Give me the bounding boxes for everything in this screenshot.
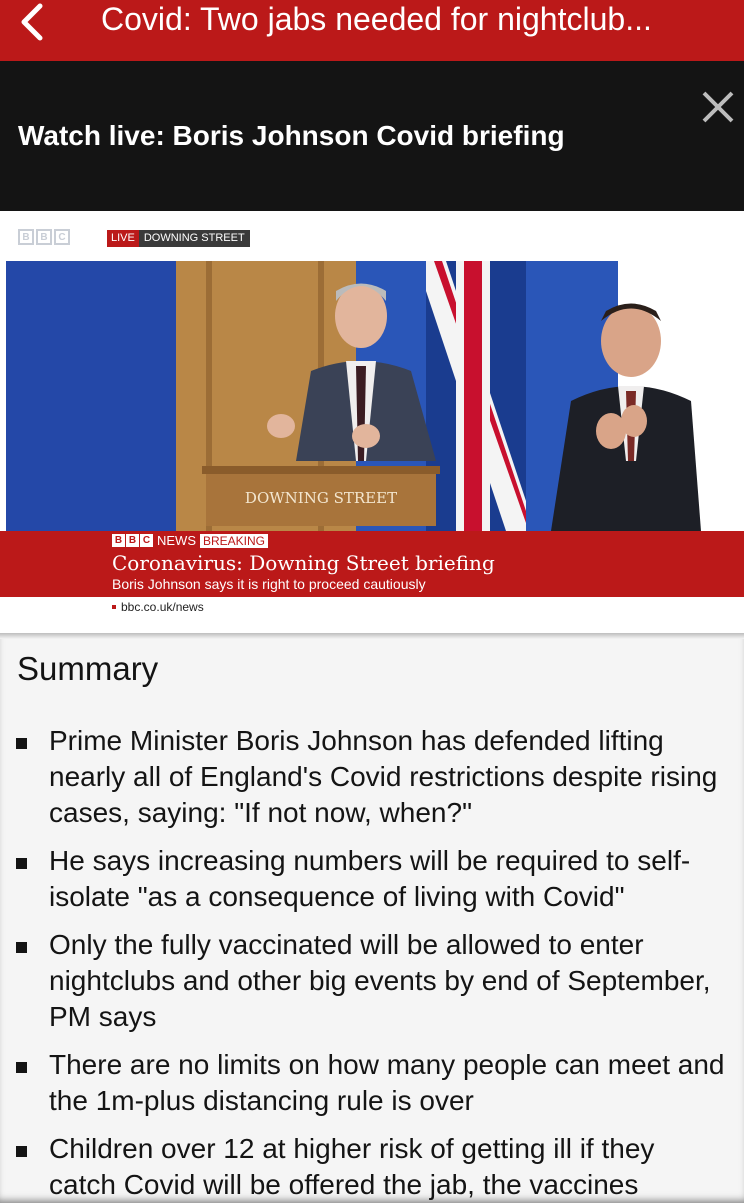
live-label: LIVE [107, 230, 139, 247]
lower-third-headline: Coronavirus: Downing Street briefing [112, 551, 495, 575]
summary-list-item: Children over 12 at higher risk of getting ill if they catch Covid will be offered the jab, the vaccines [0, 1131, 744, 1203]
summary-section [0, 633, 744, 1203]
bullet-icon [16, 1062, 27, 1073]
podium-sign: DOWNING STREET [244, 489, 398, 507]
live-tag [107, 230, 250, 247]
breaking-badge: BREAKING [200, 534, 268, 548]
article-title: Covid: Two jabs needed for nightclub... [101, 1, 652, 37]
news-label: NEWS [157, 533, 196, 548]
summary-heading: Summary [17, 650, 159, 687]
summary-list-item: Only the fully vaccinated will be allowed to enter nightclubs and other big events by end of September, PM says [0, 927, 744, 1035]
lower-third-branding [112, 533, 268, 548]
live-banner-title[interactable]: Watch live: Boris Johnson Covid briefing [18, 120, 565, 151]
chevron-left-icon[interactable] [14, 2, 48, 42]
lower-third-subheadline: Boris Johnson says it is right to proceed cautiously [112, 576, 426, 592]
bullet-icon [16, 942, 27, 953]
summary-list [0, 723, 744, 1203]
location-label: DOWNING STREET [139, 230, 250, 247]
news-lower-third [0, 531, 744, 597]
bullet-icon [16, 738, 27, 749]
summary-list-item: He says increasing numbers will be required to self-isolate "as a consequence of living with Covid" [0, 843, 744, 915]
bullet-icon [16, 858, 27, 869]
video-frame [6, 261, 744, 531]
bbc-watermark: B B C [18, 229, 70, 245]
video-player[interactable] [0, 211, 744, 633]
bbc-logo: B B C [112, 534, 153, 547]
summary-list-item: There are no limits on how many people can meet and the 1m-plus distancing rule is over [0, 1047, 744, 1119]
top-app-bar [0, 0, 744, 61]
summary-list-item: Prime Minister Boris Johnson has defended lifting nearly all of England's Covid restrictions despite rising cases, saying: "If not now, when?" [0, 723, 744, 831]
bullet-icon [16, 1146, 27, 1157]
live-banner [0, 61, 744, 211]
source-url: bbc.co.uk/news [112, 600, 204, 614]
close-icon[interactable] [700, 89, 736, 125]
